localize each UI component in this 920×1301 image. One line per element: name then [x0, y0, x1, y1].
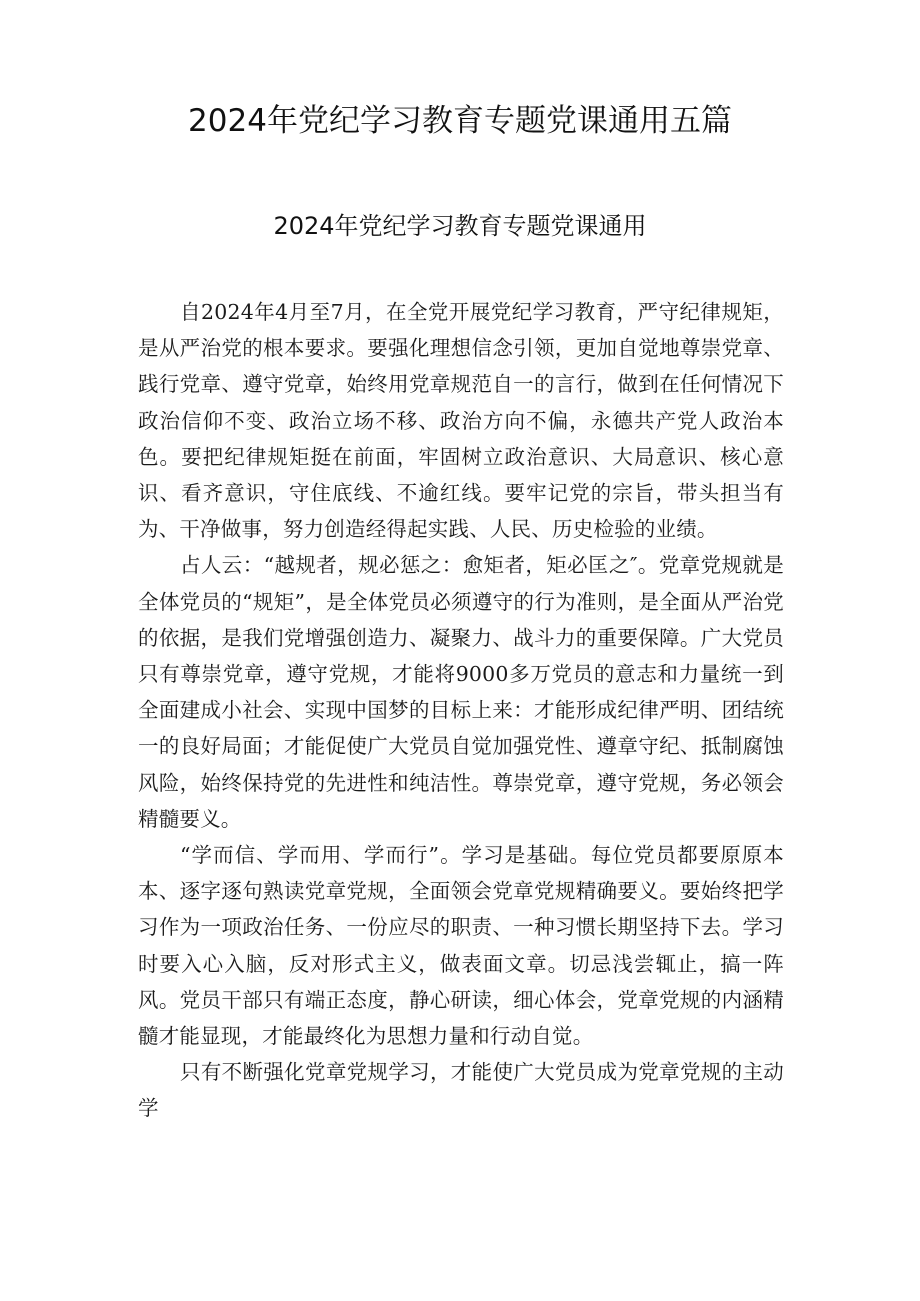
- document-body: [138, 294, 784, 1127]
- document-subtitle: 2024年党纪学习教育专题党课通用: [273, 212, 647, 240]
- paragraph-3: “学而信、学而用、学而行”。学习是基础。每位党员都要原原本本、逐字逐句熟读党章党规，全面领会党章党规精确要义。要始终把学习作为一项政治任务、一份应尽的职责、一种习惯长期坚持下去。学习时要入心入脑，反对形式主义，做表面文章。切忌浅尝辄止，搞一阵风。党员干部只有端正态度，静心研读，细心体会，党章党规的内涵精髓才能显现，才能最终化为思想力量和行动自觉。: [138, 843, 784, 1049]
- paragraph-2: 占人云：“越规者，规必惩之：愈矩者，矩必匡之″。党章党规就是全体党员的“规矩”，是全体党员必须遵守的行为准则，是全面从严治党的依据，是我们党增强创造力、凝聚力、战斗力的重要保障。广大党员只有尊崇党章，遵守党规，才能将9000多万党员的意志和力量统一到全面建成小社会、实现中国梦的目标上来：才能形成纪律严明、团结统一的良好局面；才能促使广大党员自觉加强党性、遵章守纪、抵制腐蚀风险，始终保持党的先进性和纯洁性。尊崇党章，遵守党规，务必领会精髓要义。: [138, 553, 784, 831]
- paragraph-1: 自2024年4月至7月，在全党开展党纪学习教育，严守纪律规矩，是从严治党的根本要求。要强化理想信念引领，更加自觉地尊崇党章、践行党章、遵守党章，始终用党章规范自一的言行，做到在任何情况下政治信仰不变、政治立场不移、政治方向不偏，永德共产党人政治本色。要把纪律规矩挺在前面，牢固树立政治意识、大局意识、核心意识、看齐意识，守住底线、不逾红线。要牢记党的宗旨，带头担当有为、干净做事，努力创造经得起实践、人民、历史检验的业绩。: [138, 300, 784, 542]
- paragraph-4: 只有不断强化党章党规学习，才能使广大党员成为党章党规的主动学: [138, 1060, 784, 1121]
- document-title: 2024年党纪学习教育专题党课通用五篇: [188, 103, 732, 139]
